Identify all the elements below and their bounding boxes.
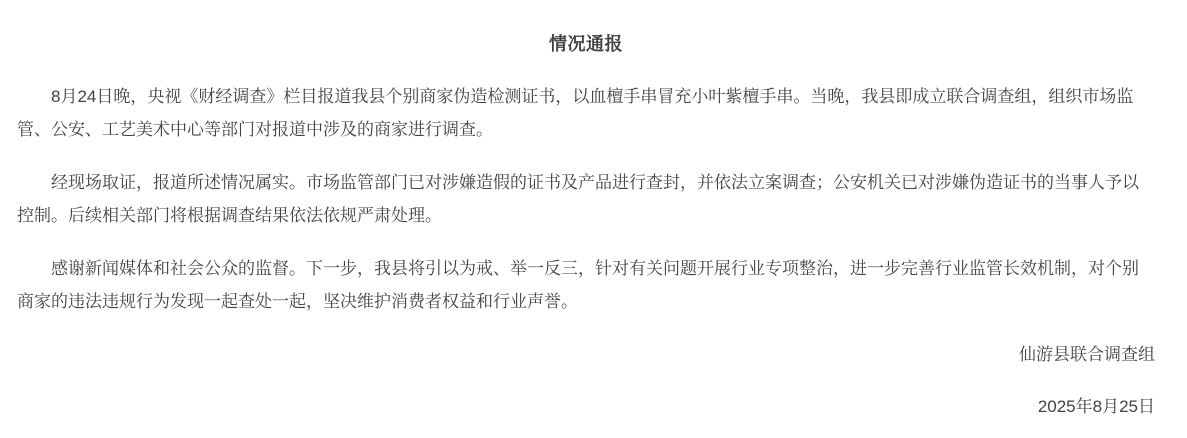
notice-paragraph-1: 8月24日晚，央视《财经调查》栏目报道我县个别商家伪造检测证书，以血檀手串冒充小叶紫檀手串。当晚，我县即成立联合调查组，组织市场监管、公安、工艺美术中心等部门对报道中涉及的商家进行调查。 [17, 87, 1134, 139]
notice-paragraph-3: 感谢新闻媒体和社会公众的监督。下一步，我县将引以为戒、举一反三，针对有关问题开展行业专项整治，进一步完善行业监管长效机制，对个别商家的违法违规行为发现一起查处一起，坚决维护消费者权益和行业声誉。 [17, 259, 1139, 311]
notice-date: 2025年8月25日 [1037, 397, 1155, 416]
notice-signature: 仙游县联合调查组 [1019, 345, 1155, 364]
notice-paragraph-2: 经现场取证，报道所述情况属实。市场监管部门已对涉嫌造假的证书及产品进行查封，并依法立案调查；公安机关已对涉嫌伪造证书的当事人予以控制。后续相关部门将根据调查结果依法依规严肃处理。 [17, 173, 1139, 225]
notice-title: 情况通报 [549, 34, 623, 54]
